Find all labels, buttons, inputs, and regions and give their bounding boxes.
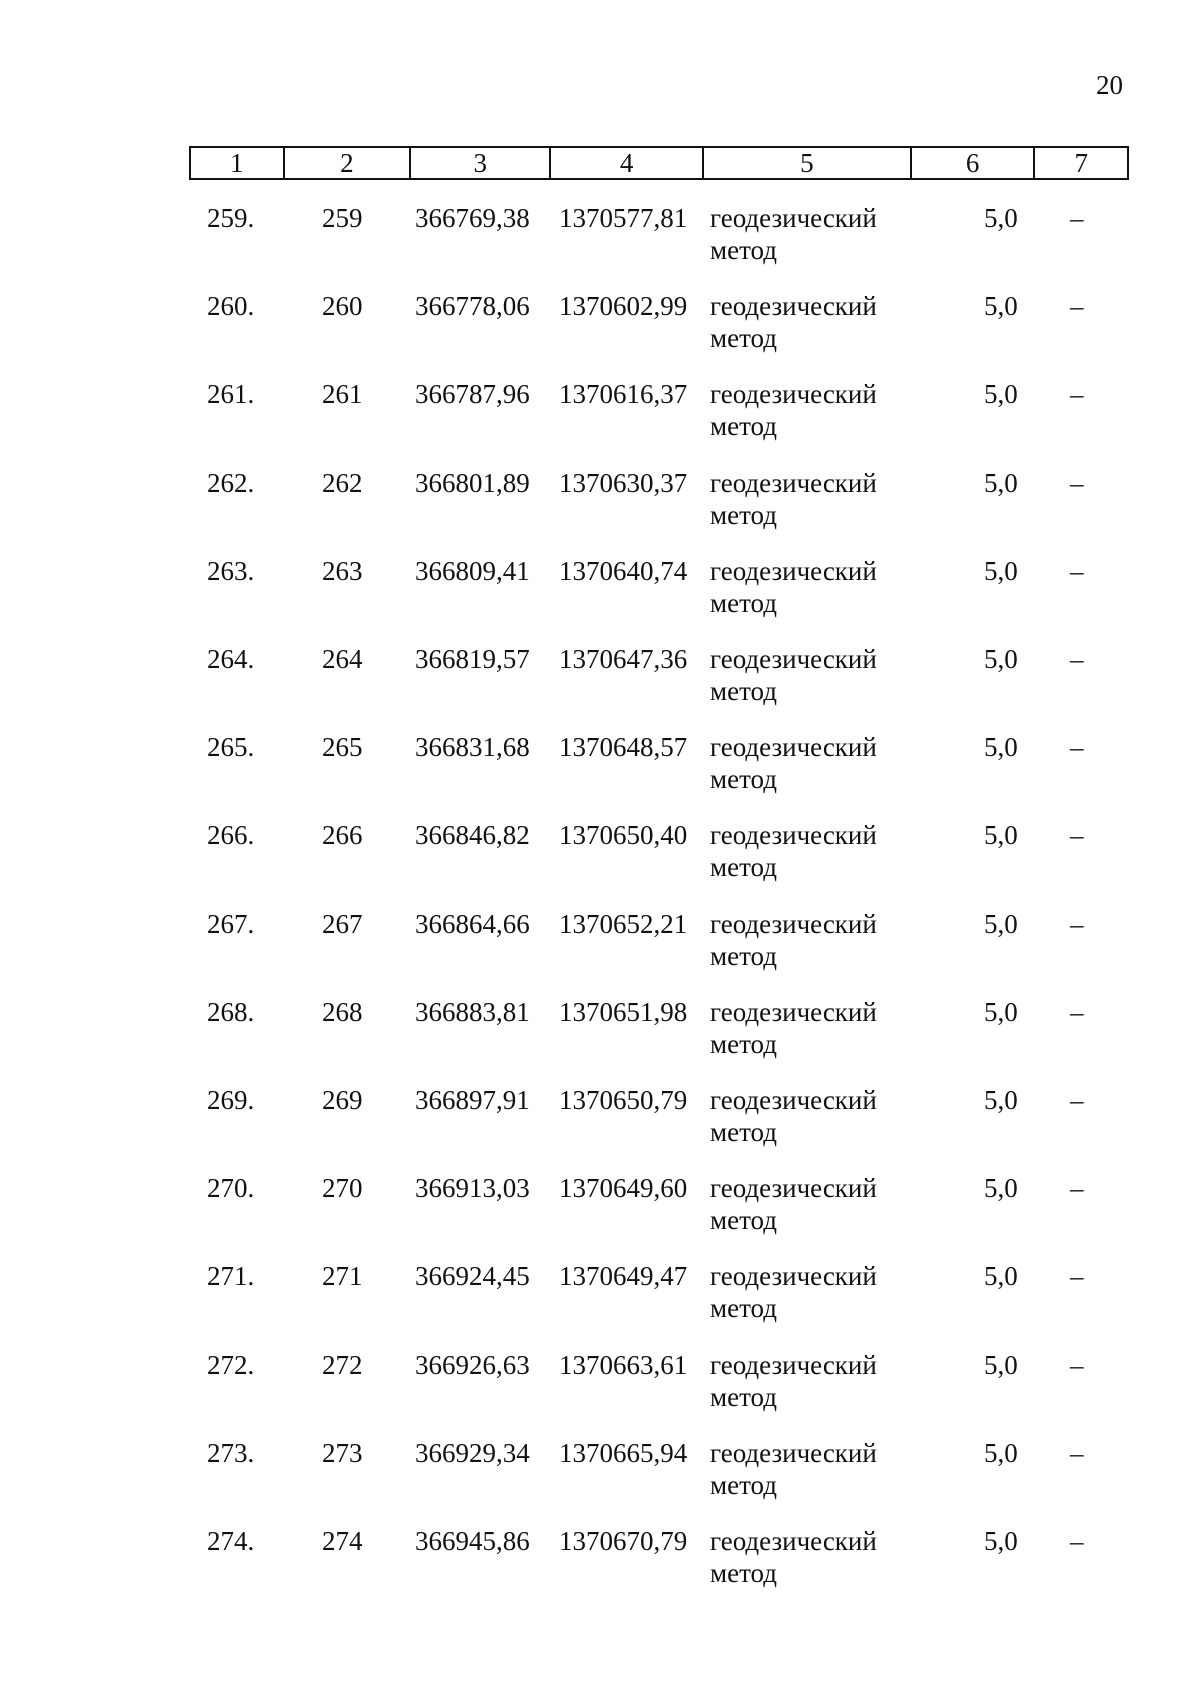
coord-x: 366846,82 <box>415 820 530 851</box>
method-line-2: метод <box>710 1117 777 1147</box>
note: – <box>1070 203 1084 233</box>
method <box>710 996 900 1060</box>
row-number: 263. <box>207 555 255 586</box>
method-line-2: метод <box>710 1381 777 1412</box>
note: – <box>1070 1173 1084 1204</box>
method-line-1: геодезический <box>710 1085 877 1115</box>
point-id: 272 <box>322 1349 363 1380</box>
coord-y: 1370663,61 <box>559 1349 688 1380</box>
method-line-2: метод <box>710 323 777 354</box>
point-id: 265 <box>322 732 363 763</box>
table-row <box>0 819 1200 907</box>
table-row <box>0 1260 1200 1348</box>
coord-x: 366769,38 <box>415 203 530 233</box>
coord-x: 366924,45 <box>415 1261 530 1292</box>
point-id: 263 <box>322 555 363 586</box>
point-id: 268 <box>322 996 363 1027</box>
point-id: 259 <box>322 203 363 233</box>
accuracy: 5,0 <box>984 1261 1018 1292</box>
method-line-1: геодезический <box>710 644 877 674</box>
row-number: 260. <box>207 291 255 322</box>
coord-y: 1370651,98 <box>559 996 688 1027</box>
point-id: 273 <box>322 1437 363 1468</box>
coord-y: 1370649,60 <box>559 1173 688 1204</box>
note: – <box>1070 1349 1084 1380</box>
note: – <box>1070 1526 1084 1556</box>
coord-y: 1370649,47 <box>559 1261 688 1292</box>
header-cell-3: 3 <box>411 148 551 178</box>
method-line-2: метод <box>710 1205 777 1236</box>
note: – <box>1070 1437 1084 1468</box>
coord-x: 366787,96 <box>415 379 530 410</box>
method <box>710 819 900 883</box>
accuracy: 5,0 <box>984 1085 1018 1115</box>
coord-y: 1370665,94 <box>559 1437 688 1468</box>
method-line-1: геодезический <box>710 908 877 939</box>
coord-y: 1370648,57 <box>559 732 688 763</box>
row-number: 268. <box>207 996 255 1027</box>
note: – <box>1070 1085 1084 1115</box>
accuracy: 5,0 <box>984 1437 1018 1468</box>
coord-y: 1370630,37 <box>559 467 688 498</box>
note: – <box>1070 732 1084 763</box>
table-row <box>0 731 1200 819</box>
method <box>710 555 900 619</box>
accuracy: 5,0 <box>984 820 1018 851</box>
row-number: 267. <box>207 908 255 939</box>
row-number: 265. <box>207 732 255 763</box>
accuracy: 5,0 <box>984 379 1018 410</box>
coord-x: 366926,63 <box>415 1349 530 1380</box>
coord-y: 1370650,79 <box>559 1085 688 1115</box>
method-line-1: геодезический <box>710 1526 877 1556</box>
method-line-1: геодезический <box>710 555 877 586</box>
row-number: 266. <box>207 820 255 851</box>
method <box>710 1437 900 1501</box>
table-row <box>0 1525 1200 1613</box>
coord-x: 366883,81 <box>415 996 530 1027</box>
table-row <box>0 555 1200 643</box>
page-number: 20 <box>1096 70 1123 100</box>
coord-y: 1370602,99 <box>559 291 688 322</box>
coord-x: 366929,34 <box>415 1437 530 1468</box>
point-id: 270 <box>322 1173 363 1204</box>
note: – <box>1070 379 1084 410</box>
table-row <box>0 202 1200 290</box>
method-line-1: геодезический <box>710 1437 877 1468</box>
method <box>710 731 900 795</box>
method <box>710 467 900 531</box>
accuracy: 5,0 <box>984 908 1018 939</box>
method-line-2: метод <box>710 1293 777 1324</box>
method-line-1: геодезический <box>710 291 877 322</box>
table-row <box>0 1172 1200 1260</box>
coord-x: 366945,86 <box>415 1526 530 1556</box>
method-line-2: метод <box>710 235 777 265</box>
row-number: 259. <box>207 203 255 233</box>
method-line-1: геодезический <box>710 1261 877 1292</box>
method <box>710 643 900 707</box>
row-number: 272. <box>207 1349 255 1380</box>
note: – <box>1070 996 1084 1027</box>
table-row <box>0 996 1200 1084</box>
header-cell-6: 6 <box>912 148 1035 178</box>
coord-y: 1370616,37 <box>559 379 688 410</box>
point-id: 274 <box>322 1526 363 1556</box>
table-row <box>0 1349 1200 1437</box>
note: – <box>1070 467 1084 498</box>
coord-x: 366913,03 <box>415 1173 530 1204</box>
table-row <box>0 290 1200 378</box>
method-line-1: геодезический <box>710 379 877 410</box>
method-line-2: метод <box>710 1028 777 1059</box>
method-line-1: геодезический <box>710 996 877 1027</box>
method-line-2: метод <box>710 587 777 618</box>
accuracy: 5,0 <box>984 467 1018 498</box>
table-row <box>0 643 1200 731</box>
coord-y: 1370652,21 <box>559 908 688 939</box>
row-number: 262. <box>207 467 255 498</box>
method-line-2: метод <box>710 940 777 971</box>
method <box>710 1525 900 1589</box>
method-line-2: метод <box>710 852 777 883</box>
note: – <box>1070 644 1084 674</box>
method-line-2: метод <box>710 764 777 795</box>
note: – <box>1070 908 1084 939</box>
accuracy: 5,0 <box>984 555 1018 586</box>
table-row <box>0 467 1200 555</box>
point-id: 266 <box>322 820 363 851</box>
header-cell-2: 2 <box>285 148 411 178</box>
row-number: 269. <box>207 1085 255 1115</box>
method-line-2: метод <box>710 499 777 530</box>
point-id: 267 <box>322 908 363 939</box>
method <box>710 1260 900 1324</box>
header-cell-4: 4 <box>551 148 703 178</box>
method-line-2: метод <box>710 676 777 706</box>
note: – <box>1070 291 1084 322</box>
method-line-2: метод <box>710 1469 777 1500</box>
table-header <box>189 146 1129 180</box>
row-number: 261. <box>207 379 255 410</box>
method <box>710 908 900 972</box>
method <box>710 1172 900 1236</box>
note: – <box>1070 555 1084 586</box>
accuracy: 5,0 <box>984 203 1018 233</box>
note: – <box>1070 1261 1084 1292</box>
coord-x: 366864,66 <box>415 908 530 939</box>
row-number: 270. <box>207 1173 255 1204</box>
table-row <box>0 908 1200 996</box>
accuracy: 5,0 <box>984 291 1018 322</box>
accuracy: 5,0 <box>984 732 1018 763</box>
row-number: 273. <box>207 1437 255 1468</box>
table-row <box>0 1084 1200 1172</box>
method-line-1: геодезический <box>710 820 877 851</box>
note: – <box>1070 820 1084 851</box>
method-line-2: метод <box>710 411 777 442</box>
point-id: 271 <box>322 1261 363 1292</box>
header-cell-5: 5 <box>704 148 912 178</box>
point-id: 260 <box>322 291 363 322</box>
point-id: 269 <box>322 1085 363 1115</box>
row-number: 264. <box>207 644 255 674</box>
method <box>710 290 900 354</box>
coord-y: 1370640,74 <box>559 555 688 586</box>
coord-x: 366819,57 <box>415 644 530 674</box>
method-line-1: геодезический <box>710 732 877 763</box>
method-line-1: геодезический <box>710 1349 877 1380</box>
table-row <box>0 1437 1200 1525</box>
method-line-1: геодезический <box>710 203 877 233</box>
coord-x: 366801,89 <box>415 467 530 498</box>
method-line-1: геодезический <box>710 467 877 498</box>
accuracy: 5,0 <box>984 1526 1018 1556</box>
accuracy: 5,0 <box>984 644 1018 674</box>
coord-y: 1370650,40 <box>559 820 688 851</box>
point-id: 262 <box>322 467 363 498</box>
coord-x: 366809,41 <box>415 555 530 586</box>
coord-x: 366897,91 <box>415 1085 530 1115</box>
table-row <box>0 378 1200 466</box>
header-cell-1: 1 <box>191 148 285 178</box>
row-number: 271. <box>207 1261 255 1292</box>
coord-x: 366778,06 <box>415 291 530 322</box>
coord-y: 1370670,79 <box>559 1526 688 1556</box>
accuracy: 5,0 <box>984 1349 1018 1380</box>
point-id: 264 <box>322 644 363 674</box>
method <box>710 378 900 442</box>
coord-x: 366831,68 <box>415 732 530 763</box>
row-number: 274. <box>207 1526 255 1556</box>
method <box>710 202 900 266</box>
accuracy: 5,0 <box>984 1173 1018 1204</box>
method-line-2: метод <box>710 1558 777 1588</box>
header-cell-7: 7 <box>1074 147 1088 178</box>
method-line-1: геодезический <box>710 1173 877 1204</box>
accuracy: 5,0 <box>984 996 1018 1027</box>
coord-y: 1370647,36 <box>559 644 688 674</box>
method <box>710 1349 900 1413</box>
coord-y: 1370577,81 <box>559 203 688 233</box>
point-id: 261 <box>322 379 363 410</box>
method <box>710 1084 900 1148</box>
